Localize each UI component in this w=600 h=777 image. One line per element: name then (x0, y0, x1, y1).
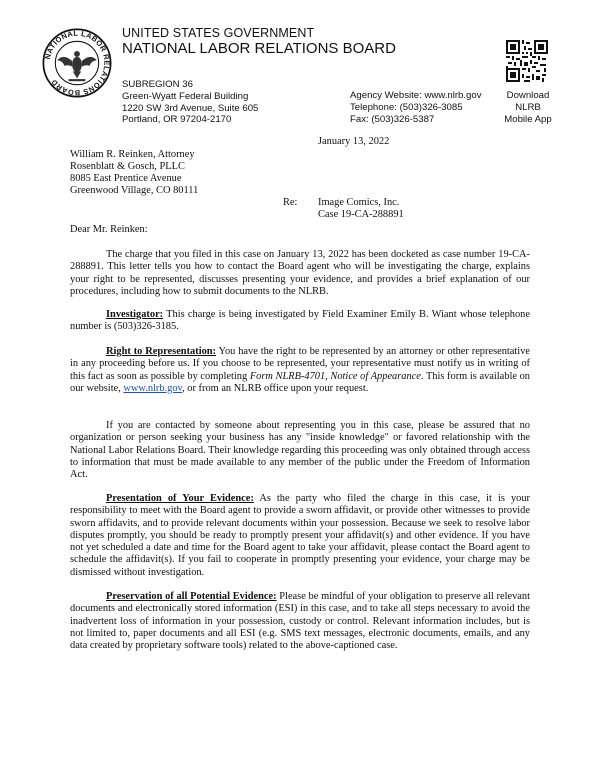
re-subject (318, 197, 404, 221)
office-line: 1220 SW 3rd Avenue, Suite 605 (122, 102, 259, 114)
contact-info (350, 90, 482, 125)
fax-line: Fax: (503)326-5387 (350, 113, 435, 125)
government-title: UNITED STATES GOVERNMENT (122, 26, 315, 40)
paragraph-representation (70, 346, 530, 395)
agency-heading (122, 26, 396, 57)
re-label: Re: (283, 197, 298, 208)
qr-caption-line: NLRB (515, 101, 541, 113)
paragraph-text: As the party who filed the charge in this case, it is your responsibility to meet with the Board agent to provide a sworn affidavit, or provide other witnesses to provide sworn affidavits, and to provide relevant documents within your possession. Because we seek to resolve labor disputes promptly, you should be ready to promptly present your affidavit(s) and other evidence. If you have not yet scheduled a date and time for the Board agent to take your affidavit, please contact the Board agent to schedule the affidavit(s). If you fail to cooperate in promptly presenting your evidence, your charge may be dismissed without investigation. (70, 493, 530, 578)
qr-caption (500, 90, 556, 125)
paragraph-text: If you are contacted by someone about representing you in this case, please be assured that no organization or person seeking your business has any "inside knowledge" or favored relationship with the National Labor Relations Board. Their knowledge regarding this proceeding was only obtained through access to information that must be made available to any member of the public under the Freedom of Information Act. (70, 420, 530, 481)
representation-heading: Right to Representation: (106, 346, 217, 357)
qr-code-icon[interactable] (506, 40, 548, 82)
recipient-line: Greenwood Village, CO 80111 (70, 185, 199, 197)
paragraph-inside-knowledge (70, 420, 530, 481)
office-line: SUBREGION 36 (122, 79, 193, 90)
paragraph-text: The charge that you filed in this case on January 13, 2022 has been docketed as case number 19-CA-288891. This letter tells you how to contact the Board agent who will be investigating the charge, explains your right to be represented, discusses presenting your evidence, and provides a brief explanation of our procedures, including how to submit documents to the NLRB. (70, 249, 530, 297)
paragraph-investigator (70, 309, 530, 334)
qr-caption-line: Download (506, 90, 550, 101)
qr-caption-line: Mobile App (504, 113, 552, 125)
evidence-heading: Presentation of Your Evidence: (106, 493, 254, 504)
office-address (122, 79, 258, 126)
recipient-address (70, 149, 198, 197)
paragraph-text: , or from an NLRB office upon your request. (182, 382, 369, 394)
paragraph-text: . This form is available on our website, (70, 370, 530, 394)
recipient-line: Rosenblatt & Gosch, PLLC (70, 161, 185, 173)
salutation: Dear Mr. Reinken: (70, 224, 148, 235)
office-line: Portland, OR 97204-2170 (122, 114, 232, 126)
paragraph-docketing (70, 249, 530, 298)
paragraph-text: You have the right to be represented by an attorney or other representative in any proceeding before us. If you choose to be represented, your representative must notify us in writing of this fact as soon as possible by completing (70, 346, 530, 382)
form-reference: Form NLRB-4701, Notice of Appearance (249, 370, 421, 382)
eagle-emblem (57, 51, 96, 81)
re-line: Case 19-CA-288891 (318, 209, 404, 221)
investigator-heading: Investigator: (106, 309, 164, 320)
re-line: Image Comics, Inc. (318, 197, 400, 208)
recipient-line: William R. Reinken, Attorney (70, 149, 195, 160)
website-line: Agency Website: www.nlrb.gov (350, 90, 482, 101)
recipient-line: 8085 East Prentice Avenue (70, 173, 182, 185)
paragraph-text: Please be mindful of your obligation to preserve all relevant documents and electronically stored information (ESI) in this case, and to take all steps necessary to avoid the inadvertent loss of information in your possession, custody or control. Relevant information includes, but is not limited to, paper documents and all ESI (e.g. SMS text messages, electronic documents, emails, and any data created by proprietary software tools) related to the above-captioned case. (70, 591, 530, 652)
paragraph-evidence (70, 493, 530, 579)
agency-title: NATIONAL LABOR RELATIONS BOARD (122, 40, 396, 57)
paragraph-preservation (70, 591, 530, 652)
preservation-heading: Preservation of all Potential Evidence: (106, 591, 277, 602)
letter-date: January 13, 2022 (318, 136, 390, 147)
seal-text: NATIONAL LABOR RELATIONS BOARD (42, 28, 112, 98)
nlrb-website-link[interactable]: www.nlrb.gov (123, 382, 183, 394)
nlrb-seal-logo (42, 28, 112, 98)
office-line: Green-Wyatt Federal Building (122, 90, 249, 102)
telephone-line: Telephone: (503)326-3085 (350, 101, 463, 113)
paragraph-text: This charge is being investigated by Field Examiner Emily B. Wiant whose telephone number is (503)326-3185. (70, 309, 530, 333)
